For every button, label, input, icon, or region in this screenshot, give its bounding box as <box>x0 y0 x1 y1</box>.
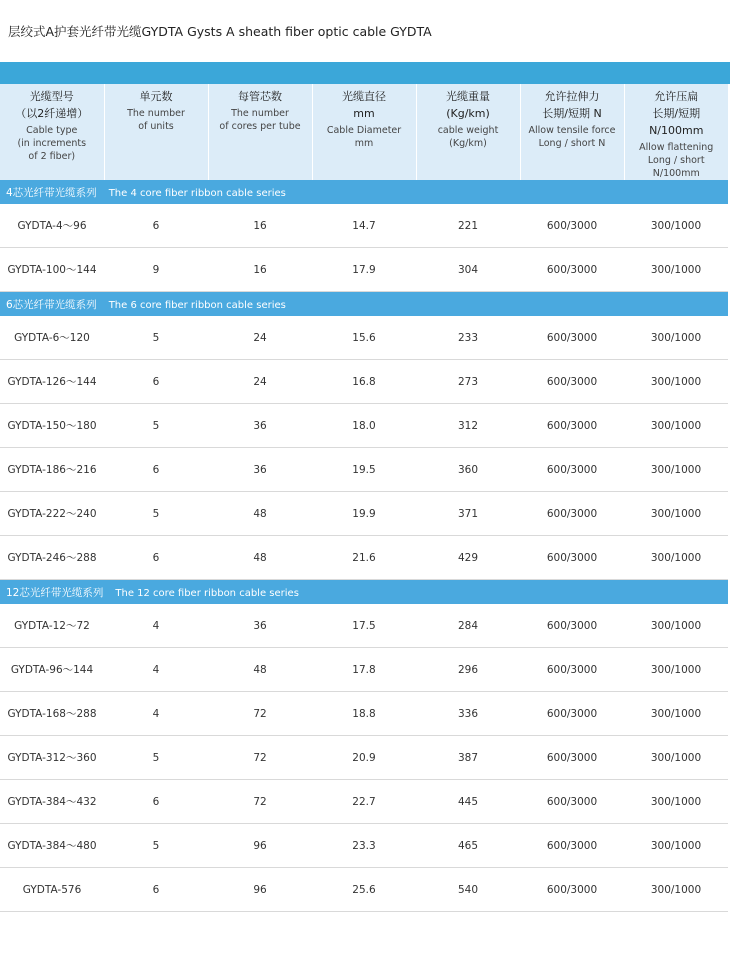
header-zh-line: 长期/短期 N <box>542 107 602 120</box>
cell-cores-per-tube: 96 <box>208 868 312 912</box>
cell-diameter: 18.8 <box>312 692 416 736</box>
cell-weight: 371 <box>416 492 520 536</box>
header-en-line: The number <box>231 108 289 119</box>
cell-flattening: 300/1000 <box>624 316 728 360</box>
header-diameter <box>312 84 416 180</box>
section-header <box>0 292 728 317</box>
cell-diameter: 25.6 <box>312 868 416 912</box>
cell-weight: 429 <box>416 536 520 580</box>
cell-diameter: 19.9 <box>312 492 416 536</box>
table-row <box>0 448 728 492</box>
cell-units: 6 <box>104 448 208 492</box>
section-title <box>0 292 728 317</box>
header-en-line: N/100mm <box>652 168 700 179</box>
section-title <box>0 580 728 605</box>
cell-weight: 336 <box>416 692 520 736</box>
cell-diameter: 22.7 <box>312 780 416 824</box>
cell-tensile: 600/3000 <box>520 780 624 824</box>
cell-tensile: 600/3000 <box>520 448 624 492</box>
cell-flattening: 300/1000 <box>624 736 728 780</box>
cell-cores-per-tube: 96 <box>208 824 312 868</box>
header-en-text <box>627 141 727 180</box>
cell-diameter: 17.8 <box>312 648 416 692</box>
header-zh-line: 长期/短期 <box>652 107 701 120</box>
header-en-line: Cable Diameter <box>326 125 402 136</box>
cell-weight: 221 <box>416 204 520 248</box>
table-row <box>0 692 728 736</box>
cell-tensile: 600/3000 <box>520 360 624 404</box>
section-header <box>0 180 728 204</box>
cell-cores-per-tube: 24 <box>208 316 312 360</box>
header-en-line: of 2 fiber) <box>28 151 76 162</box>
cell-weight: 465 <box>416 824 520 868</box>
table-row <box>0 736 728 780</box>
header-zh-line: (Kg/km) <box>446 107 490 120</box>
cell-tensile: 600/3000 <box>520 824 624 868</box>
cell-tensile: 600/3000 <box>520 316 624 360</box>
cell-cable-type: GYDTA-168～288 <box>0 692 104 736</box>
cell-flattening: 300/1000 <box>624 648 728 692</box>
cell-cable-type: GYDTA-12～72 <box>0 604 104 648</box>
section-title-en: The 12 core fiber ribbon cable series <box>115 587 299 599</box>
cell-units: 6 <box>104 204 208 248</box>
header-en-text <box>419 124 518 150</box>
cell-flattening: 300/1000 <box>624 248 728 292</box>
cell-diameter: 16.8 <box>312 360 416 404</box>
header-zh-line: 允许压扁 <box>654 90 699 103</box>
header-en-line: Allow flattening <box>639 142 714 153</box>
cell-weight: 312 <box>416 404 520 448</box>
cell-cable-type: GYDTA-150～180 <box>0 404 104 448</box>
cell-diameter: 21.6 <box>312 536 416 580</box>
cell-units: 5 <box>104 492 208 536</box>
header-cores-per-tube <box>208 84 312 180</box>
cell-diameter: 20.9 <box>312 736 416 780</box>
cell-cores-per-tube: 48 <box>208 492 312 536</box>
spec-table <box>0 84 728 912</box>
cell-units: 4 <box>104 604 208 648</box>
cell-cable-type: GYDTA-6～120 <box>0 316 104 360</box>
cell-cores-per-tube: 16 <box>208 204 312 248</box>
cell-diameter: 17.9 <box>312 248 416 292</box>
cell-cores-per-tube: 72 <box>208 692 312 736</box>
table-row <box>0 536 728 580</box>
cell-flattening: 300/1000 <box>624 360 728 404</box>
cell-flattening: 300/1000 <box>624 492 728 536</box>
header-zh-line: 光缆型号 <box>29 90 74 103</box>
cell-cores-per-tube: 24 <box>208 360 312 404</box>
cell-cable-type: GYDTA-576 <box>0 868 104 912</box>
cell-flattening: 300/1000 <box>624 404 728 448</box>
cell-cable-type: GYDTA-246～288 <box>0 536 104 580</box>
cell-cores-per-tube: 48 <box>208 648 312 692</box>
cell-flattening: 300/1000 <box>624 448 728 492</box>
section-title-zh: 12芯光纤带光缆系列 <box>6 586 104 599</box>
cell-cores-per-tube: 72 <box>208 780 312 824</box>
cell-cores-per-tube: 48 <box>208 536 312 580</box>
header-zh-line: 光缆重量 <box>446 90 490 103</box>
cell-tensile: 600/3000 <box>520 868 624 912</box>
cell-tensile: 600/3000 <box>520 736 624 780</box>
header-en-line: mm <box>354 138 374 149</box>
header-zh-line: 光缆直径 <box>342 90 386 103</box>
cell-weight: 360 <box>416 448 520 492</box>
cell-cable-type: GYDTA-100～144 <box>0 248 104 292</box>
table-row <box>0 648 728 692</box>
header-en-line: (Kg/km) <box>449 138 487 149</box>
cell-tensile: 600/3000 <box>520 204 624 248</box>
cell-flattening: 300/1000 <box>624 868 728 912</box>
cell-weight: 540 <box>416 868 520 912</box>
cell-cores-per-tube: 36 <box>208 604 312 648</box>
table-header <box>0 84 728 180</box>
section-title-zh: 6芯光纤带光缆系列 <box>6 298 97 311</box>
header-en-text <box>315 124 414 150</box>
cell-units: 6 <box>104 780 208 824</box>
cell-cores-per-tube: 36 <box>208 404 312 448</box>
cell-tensile: 600/3000 <box>520 404 624 448</box>
cell-weight: 284 <box>416 604 520 648</box>
cell-weight: 445 <box>416 780 520 824</box>
section-title-zh: 4芯光纤带光缆系列 <box>6 186 97 199</box>
table-row <box>0 492 728 536</box>
table-row <box>0 604 728 648</box>
cell-cable-type: GYDTA-384～432 <box>0 780 104 824</box>
header-en-line: of units <box>138 121 174 132</box>
table-row <box>0 248 728 292</box>
cell-tensile: 600/3000 <box>520 648 624 692</box>
cell-units: 4 <box>104 692 208 736</box>
header-row <box>0 84 728 180</box>
cell-units: 5 <box>104 316 208 360</box>
header-en-line: Allow tensile force <box>528 125 616 136</box>
header-tensile <box>520 84 624 180</box>
header-en-line: cable weight <box>437 125 499 136</box>
header-en-text <box>107 107 206 133</box>
header-en-line: Long / short <box>647 155 705 166</box>
table-row <box>0 404 728 448</box>
cell-cable-type: GYDTA-186～216 <box>0 448 104 492</box>
table-body <box>0 180 728 912</box>
cell-cable-type: GYDTA-4～96 <box>0 204 104 248</box>
cell-tensile: 600/3000 <box>520 604 624 648</box>
header-en-line: The number <box>127 108 185 119</box>
header-en-text <box>211 107 310 133</box>
table-row <box>0 204 728 248</box>
header-en-line: Cable type <box>26 125 78 136</box>
cell-cores-per-tube: 16 <box>208 248 312 292</box>
cell-cable-type: GYDTA-222～240 <box>0 492 104 536</box>
cell-weight: 387 <box>416 736 520 780</box>
cell-cable-type: GYDTA-312～360 <box>0 736 104 780</box>
header-zh-line: 每管芯数 <box>238 90 282 103</box>
header-weight <box>416 84 520 180</box>
cell-flattening: 300/1000 <box>624 692 728 736</box>
table-row <box>0 316 728 360</box>
cell-diameter: 23.3 <box>312 824 416 868</box>
header-cable-type <box>0 84 104 180</box>
cell-weight: 273 <box>416 360 520 404</box>
header-en-line: (in increments <box>17 138 87 149</box>
section-header <box>0 580 728 605</box>
cell-tensile: 600/3000 <box>520 536 624 580</box>
cell-units: 9 <box>104 248 208 292</box>
cell-diameter: 15.6 <box>312 316 416 360</box>
cell-tensile: 600/3000 <box>520 248 624 292</box>
cell-flattening: 300/1000 <box>624 604 728 648</box>
cell-tensile: 600/3000 <box>520 692 624 736</box>
cell-cable-type: GYDTA-96～144 <box>0 648 104 692</box>
cell-flattening: 300/1000 <box>624 204 728 248</box>
section-title-en: The 6 core fiber ribbon cable series <box>108 299 286 311</box>
table-row <box>0 824 728 868</box>
header-en-line: Long / short N <box>538 138 606 149</box>
header-flattening <box>624 84 728 180</box>
section-title-en: The 4 core fiber ribbon cable series <box>108 187 286 199</box>
header-zh-line: mm <box>353 107 375 120</box>
cell-diameter: 14.7 <box>312 204 416 248</box>
cell-weight: 296 <box>416 648 520 692</box>
cell-cores-per-tube: 72 <box>208 736 312 780</box>
section-title <box>0 180 728 204</box>
cell-units: 5 <box>104 736 208 780</box>
page-title: 层绞式A护套光纤带光缆GYDTA Gysts A sheath fiber optic cable GYDTA <box>8 24 432 39</box>
cell-diameter: 18.0 <box>312 404 416 448</box>
table-row <box>0 360 728 404</box>
header-zh-line: 允许拉伸力 <box>544 90 600 103</box>
cell-diameter: 17.5 <box>312 604 416 648</box>
header-en-text <box>2 124 102 163</box>
cell-flattening: 300/1000 <box>624 536 728 580</box>
cell-units: 6 <box>104 360 208 404</box>
cell-units: 6 <box>104 536 208 580</box>
cell-cores-per-tube: 36 <box>208 448 312 492</box>
cell-weight: 233 <box>416 316 520 360</box>
table-row <box>0 868 728 912</box>
cell-flattening: 300/1000 <box>624 824 728 868</box>
cell-units: 6 <box>104 868 208 912</box>
cell-diameter: 19.5 <box>312 448 416 492</box>
top-accent-bar <box>0 62 730 84</box>
header-en-line: of cores per tube <box>219 121 301 132</box>
cell-cable-type: GYDTA-384～480 <box>0 824 104 868</box>
cell-units: 5 <box>104 824 208 868</box>
cell-units: 5 <box>104 404 208 448</box>
header-zh-line: （以2纤递增） <box>15 107 89 120</box>
header-zh-line: 单元数 <box>139 90 173 103</box>
cell-flattening: 300/1000 <box>624 780 728 824</box>
cell-tensile: 600/3000 <box>520 492 624 536</box>
cell-units: 4 <box>104 648 208 692</box>
table-row <box>0 780 728 824</box>
header-zh-line: N/100mm <box>649 124 704 137</box>
cell-weight: 304 <box>416 248 520 292</box>
cell-cable-type: GYDTA-126～144 <box>0 360 104 404</box>
header-units <box>104 84 208 180</box>
header-en-text <box>523 124 622 150</box>
